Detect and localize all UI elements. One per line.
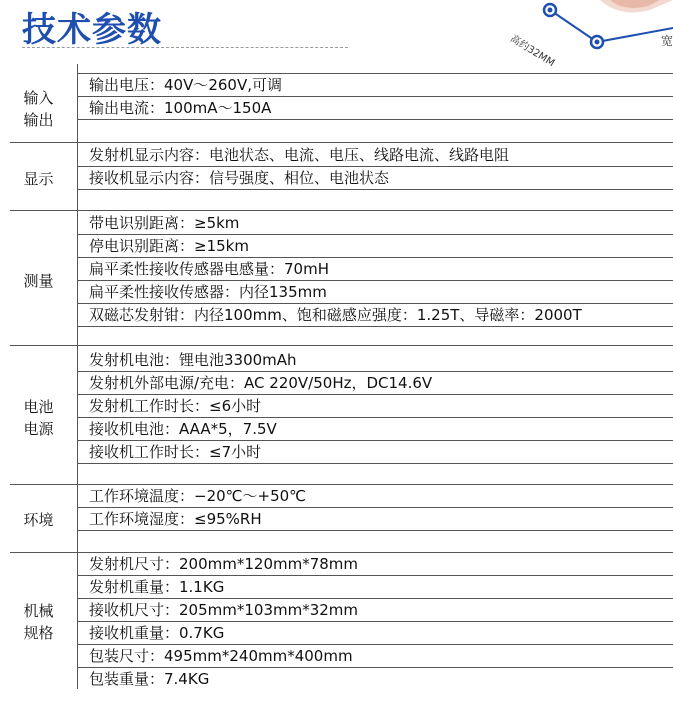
spec-row: 扁平柔性接收传感器：内径135mm <box>78 281 673 304</box>
height-dimension-label: 高约32MM <box>508 33 557 70</box>
spec-row: 双磁芯发射钳：内径100mm、饱和磁感应强度：1.25T、导磁率：2000T <box>78 304 673 327</box>
spec-row: 工作环境湿度：≤95%RH <box>78 508 673 531</box>
spec-row: 发射机工作时长：≤6小时 <box>78 395 673 418</box>
spec-row: 发射机外部电源/充电：AC 220V/50Hz，DC14.6V <box>78 372 673 395</box>
section-divider-left <box>10 142 77 143</box>
category-label: 显示 <box>23 169 54 188</box>
spec-row: 输出电压：40V～260V,可调 <box>78 74 673 97</box>
title-divider <box>22 47 348 48</box>
spec-row: 工作环境温度：−20℃～+50℃ <box>78 485 673 508</box>
spec-row: 接收机尺寸：205mm*103mm*32mm <box>78 599 673 622</box>
spec-row: 扁平柔性接收传感器电感量：70mH <box>78 258 673 281</box>
section-divider-left <box>10 210 77 211</box>
spec-row: 发射机尺寸：200mm*120mm*78mm <box>78 553 673 576</box>
dimension-point-1-core <box>548 8 553 13</box>
spec-row: 包装尺寸：495mm*240mm*400mm <box>78 645 673 668</box>
spec-row: 输出电流：100mA～150A <box>78 97 673 120</box>
table-top-rule-line <box>78 73 673 74</box>
section-divider-right <box>78 345 673 346</box>
category-label: 电池 电源 <box>23 398 54 438</box>
spec-row: 带电识别距离：≥5km <box>78 212 673 235</box>
spec-row: 接收机显示内容：信号强度、相位、电池状态 <box>78 167 673 190</box>
spec-row: 包装重量：7.4KG <box>89 670 210 688</box>
section-divider-left <box>10 345 77 346</box>
dimension-point-2-core <box>595 40 600 45</box>
section-divider-right <box>78 210 673 211</box>
section-divider-right <box>78 142 673 143</box>
category-label: 测量 <box>23 272 54 290</box>
spec-row: 发射机重量：1.1KG <box>78 576 673 599</box>
spec-row: 停电识别距离：≥15km <box>78 235 673 258</box>
category-label: 输入 输出 <box>23 88 54 129</box>
spec-row: 接收机重量：0.7KG <box>78 622 673 645</box>
category-label: 环境 <box>23 510 54 529</box>
spec-row: 接收机工作时长：≤7小时 <box>78 441 673 464</box>
page-title: 技术参数 <box>22 10 162 50</box>
spec-row: 接收机电池：AAA*5，7.5V <box>78 418 673 441</box>
dimension-line-1 <box>550 10 597 42</box>
width-dimension-label: 宽 <box>661 34 673 48</box>
category-label: 机械 规格 <box>23 602 54 642</box>
spec-row: 发射机电池：锂电池3300mAh <box>78 349 673 372</box>
spec-row: 发射机显示内容：电池状态、电流、电压、线路电流、线路电阻 <box>78 144 673 167</box>
